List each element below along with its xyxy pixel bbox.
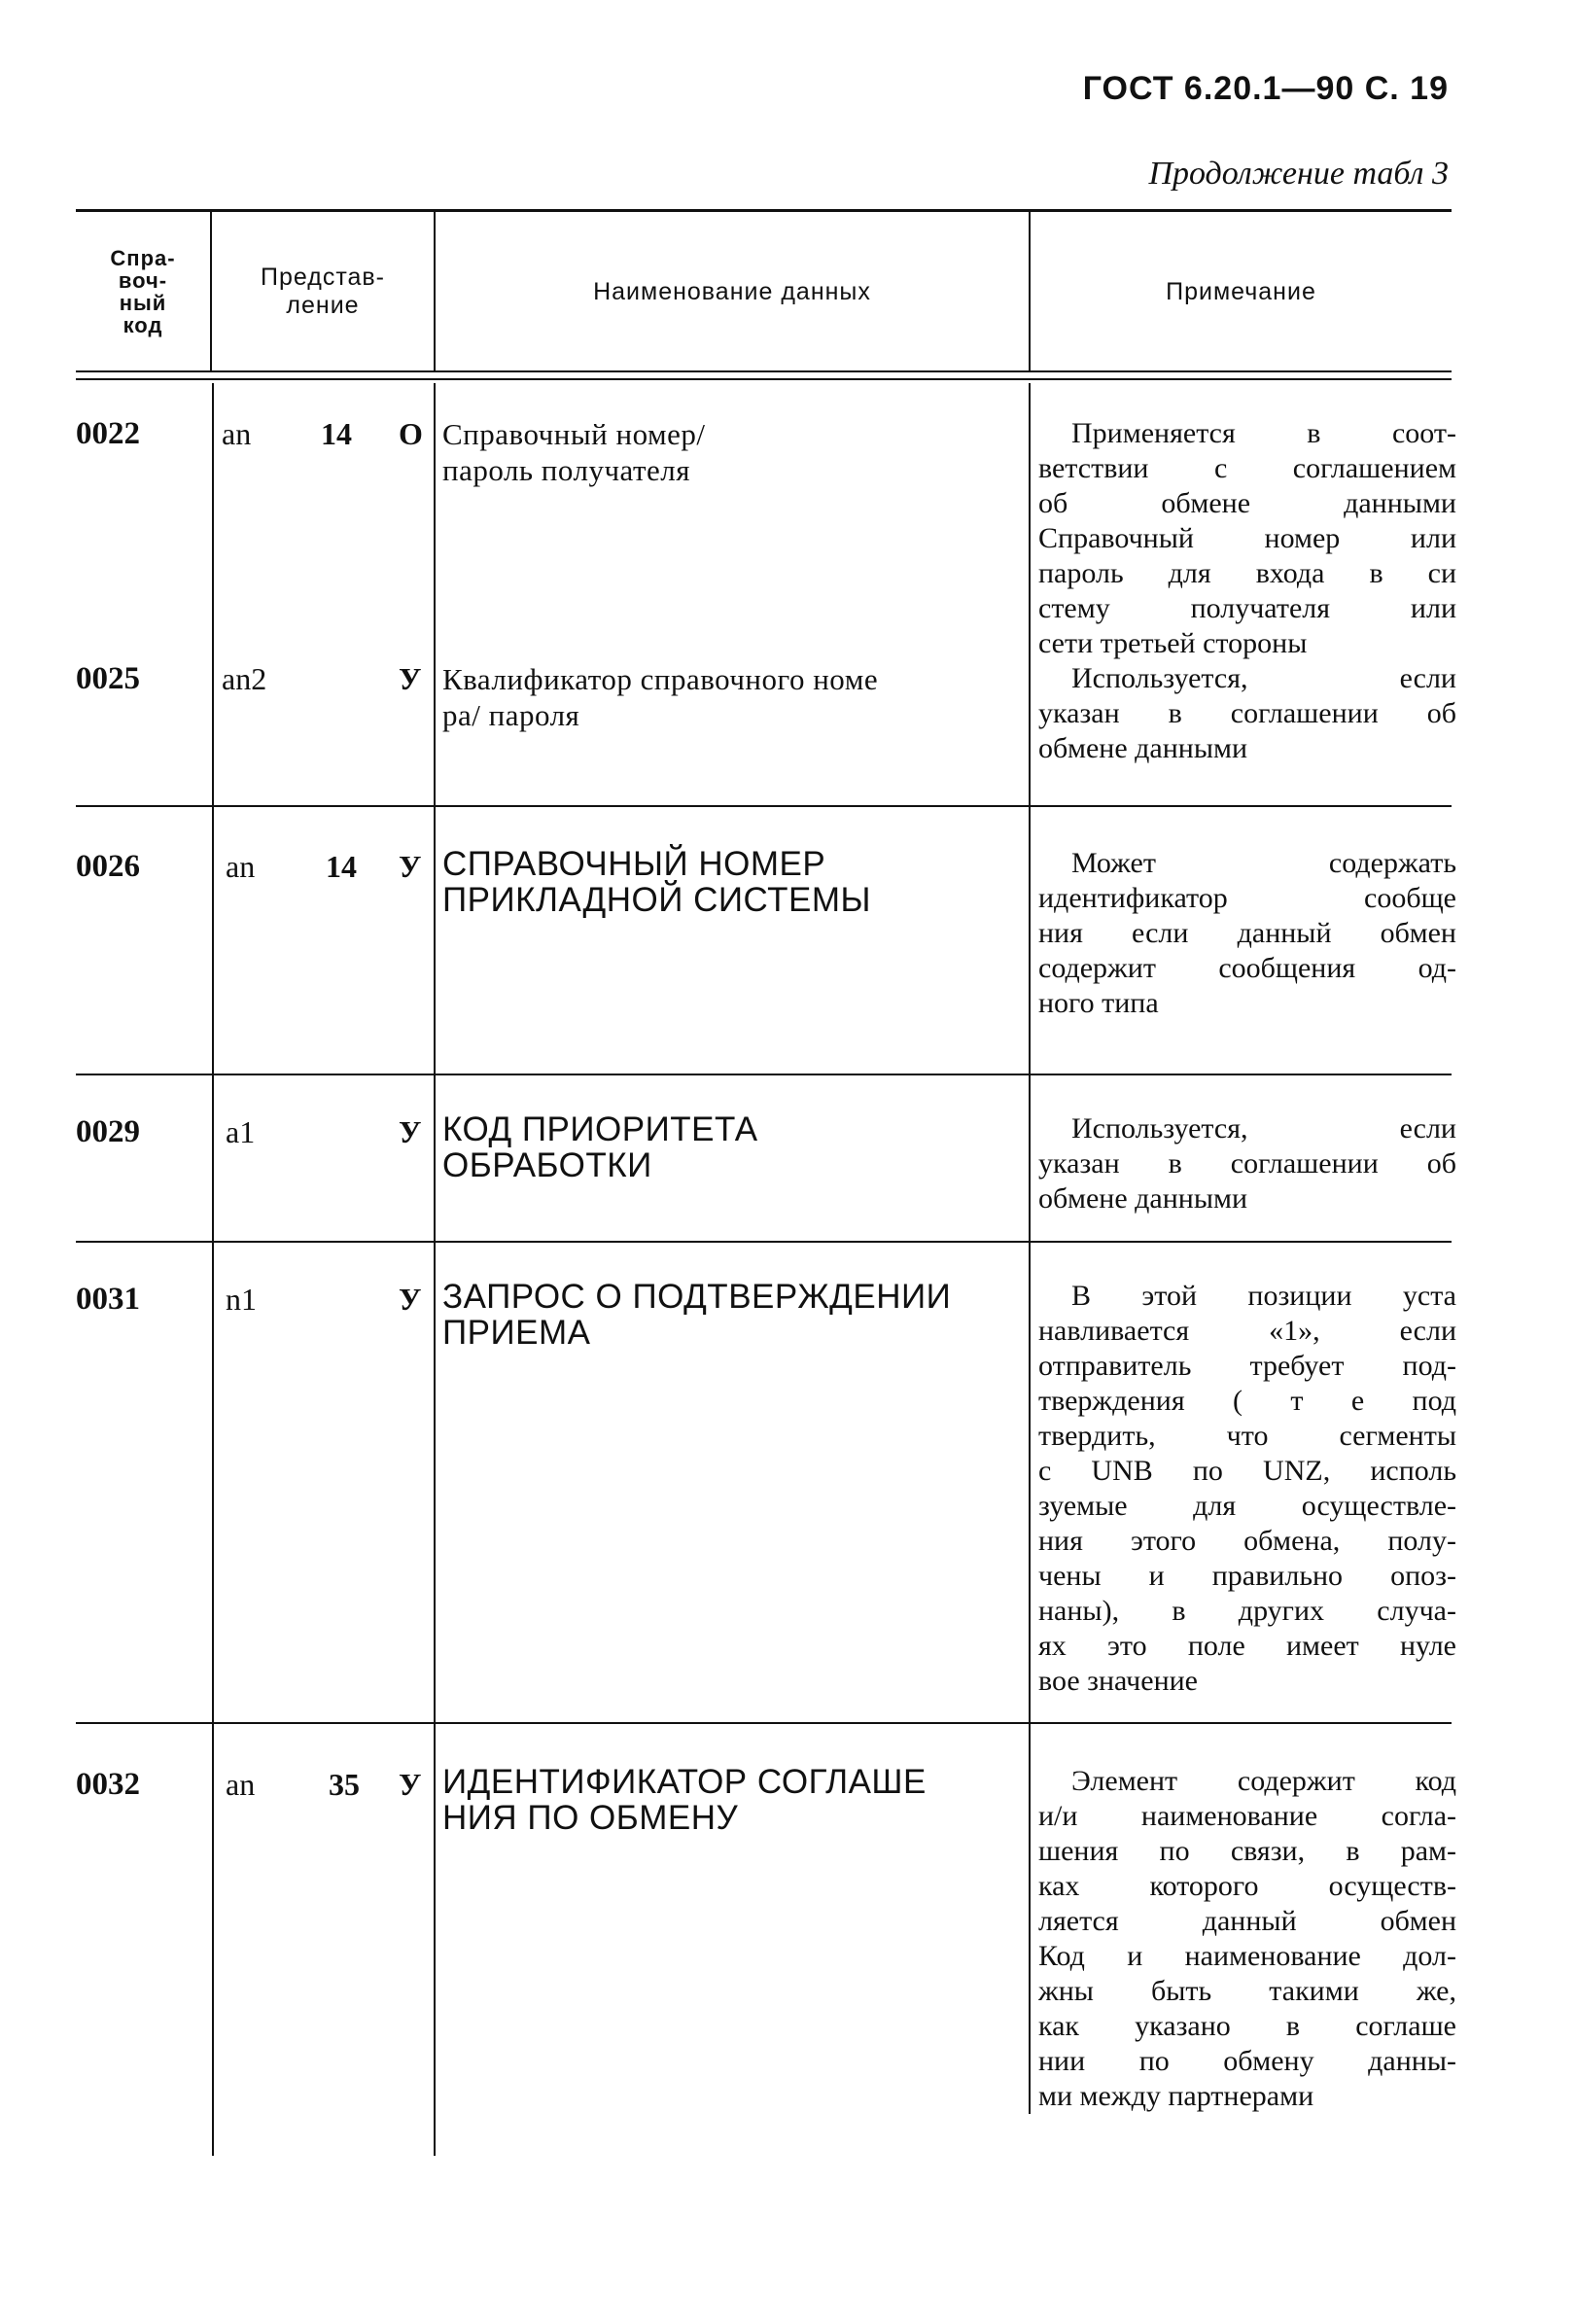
note-line: Элемент содержит код [1071, 1765, 1456, 1797]
reference-code: 0029 [76, 1114, 140, 1149]
column-divider [434, 383, 436, 2156]
data-name-cell [442, 1764, 1026, 1836]
note-line: жны быть такими же, [1038, 1975, 1456, 2007]
note-line: ния этого обмена, полу- [1038, 1525, 1456, 1557]
data-name-line: ИДЕНТИФИКАТОР СОГЛАШЕ [442, 1763, 927, 1801]
note-line: Применяется в соот- [1071, 417, 1456, 449]
reference-code: 0026 [76, 849, 140, 884]
header-data-name: Наименование данных [593, 277, 871, 305]
note-line: об обмене данными [1038, 487, 1456, 519]
row-separator [76, 805, 1452, 807]
page-number: ГОСТ 6.20.1—90 С. 19 [1082, 70, 1449, 107]
note-line: с UNB по UNZ, исполь [1038, 1455, 1456, 1487]
data-name-line: НИЯ ПО ОБМЕНУ [442, 1799, 739, 1837]
data-name-cell [442, 846, 1026, 918]
note-line: сети третьей стороны [1038, 627, 1308, 659]
reference-code: 0025 [76, 661, 140, 696]
note-line: указан в соглашении об [1038, 1147, 1456, 1180]
note-line: идентификатор сообще [1038, 882, 1456, 914]
note-line: зуемые для осуществле- [1038, 1490, 1456, 1522]
representation-status: У [399, 1282, 422, 1317]
note-line: как указано в соглаше [1038, 2010, 1456, 2042]
note-line: Используется, если [1071, 1112, 1456, 1144]
data-name-line: ра/ пароля [442, 698, 580, 732]
header-bottom-rule [76, 370, 1452, 372]
representation-type: an [226, 849, 256, 884]
header-code [76, 219, 210, 365]
note-cell [1038, 1111, 1456, 1216]
note-line: твердить, что сегменты [1038, 1420, 1456, 1452]
note-line: наны), в других случа- [1038, 1595, 1456, 1627]
data-name-line: ЗАПРОС О ПОДТВЕРЖДЕНИИ [442, 1278, 952, 1316]
data-name-line: ОБРАБОТКИ [442, 1146, 652, 1184]
note-line: ми между партнерами [1038, 2080, 1314, 2112]
representation-status: У [399, 1767, 422, 1802]
note-line: ках которого осуществ- [1038, 1870, 1456, 1902]
header-code-line: код [122, 313, 163, 338]
data-name-line: КОД ПРИОРИТЕТА [442, 1110, 758, 1148]
data-name-line: ПРИЕМА [442, 1314, 591, 1352]
header-representation-line: ление [286, 292, 360, 319]
note-cell [1038, 1279, 1456, 1699]
note-line: стему получателя или [1038, 592, 1456, 624]
header-code-line: ный [119, 291, 167, 315]
representation-type: an [222, 416, 252, 451]
representation-type: an2 [222, 661, 267, 696]
data-name-line: ПРИКЛАДНОЙ СИСТЕМЫ [442, 881, 872, 919]
note-line: ния если данный обмен [1038, 917, 1456, 949]
representation-status: У [399, 849, 422, 884]
note-line: Используется, если [1071, 662, 1456, 694]
representation-type: a1 [226, 1114, 256, 1149]
note-line: Может содержать [1071, 847, 1456, 879]
note-line: Код и наименование дол- [1038, 1940, 1456, 1972]
note-line: ветствии с соглашением [1038, 452, 1456, 484]
data-name-line: Квалификатор справочного номе [442, 662, 879, 696]
note-cell [1038, 846, 1456, 1021]
representation-type: n1 [226, 1282, 257, 1317]
column-divider [1029, 383, 1031, 2114]
note-line: Справочный номер или [1038, 522, 1456, 554]
representation-length: 14 [326, 849, 357, 884]
data-name-cell [442, 416, 1026, 488]
reference-code: 0022 [76, 416, 140, 451]
data-name-cell [442, 661, 1026, 733]
table-continuation-label: Продолжение табл 3 [1148, 156, 1449, 192]
note-cell [1038, 661, 1456, 766]
note-line: обмене данными [1038, 732, 1248, 764]
data-name-cell [442, 1279, 1026, 1351]
note-line: вое значение [1038, 1665, 1198, 1697]
representation-status: О [399, 416, 423, 451]
header-code-line: Спра- [110, 245, 176, 270]
header-representation-line: Представ- [261, 264, 385, 292]
row-separator [76, 1241, 1452, 1243]
header-representation [212, 219, 434, 365]
header-note: Примечание [1166, 277, 1316, 305]
reference-code: 0031 [76, 1282, 140, 1317]
representation-status: У [399, 661, 422, 696]
note-line: и/и наименование согла- [1038, 1800, 1456, 1832]
header-code-line: воч- [118, 267, 168, 293]
representation-type: an [226, 1767, 256, 1802]
reference-code: 0032 [76, 1767, 140, 1802]
note-line: В этой позиции уста [1071, 1280, 1456, 1312]
data-name-line: пароль получателя [442, 453, 691, 487]
note-line: ного типа [1038, 987, 1159, 1019]
note-line: нии по обмену данны- [1038, 2045, 1456, 2077]
note-line: шения по связи, в рам- [1038, 1835, 1456, 1867]
note-line: указан в соглашении об [1038, 697, 1456, 729]
representation-length: 35 [329, 1767, 360, 1802]
data-name-line: СПРАВОЧНЫЙ НОМЕР [442, 845, 826, 883]
note-line: пароль для входа в си [1038, 557, 1456, 589]
note-line: ляется данный обмен [1038, 1905, 1456, 1937]
note-line: отправитель требует под- [1038, 1350, 1456, 1382]
note-line: тверждения ( т е под [1038, 1385, 1456, 1417]
note-cell [1038, 1764, 1456, 2114]
note-cell [1038, 416, 1456, 661]
note-line: обмене данными [1038, 1182, 1248, 1215]
note-line: содержит сообщения од- [1038, 952, 1456, 984]
note-line: навливается «1», если [1038, 1315, 1456, 1347]
row-separator [76, 1074, 1452, 1075]
data-name-line: Справочный номер/ [442, 417, 706, 451]
note-line: ях это поле имеет нуле [1038, 1630, 1456, 1662]
note-line: чены и правильно опоз- [1038, 1560, 1456, 1592]
data-name-cell [442, 1111, 1026, 1183]
representation-status: У [399, 1114, 422, 1149]
table-top-rule [76, 209, 1452, 212]
representation-length: 14 [321, 416, 352, 451]
header-bottom-rule [76, 378, 1452, 380]
column-divider [212, 383, 214, 2156]
row-separator [76, 1722, 1452, 1724]
